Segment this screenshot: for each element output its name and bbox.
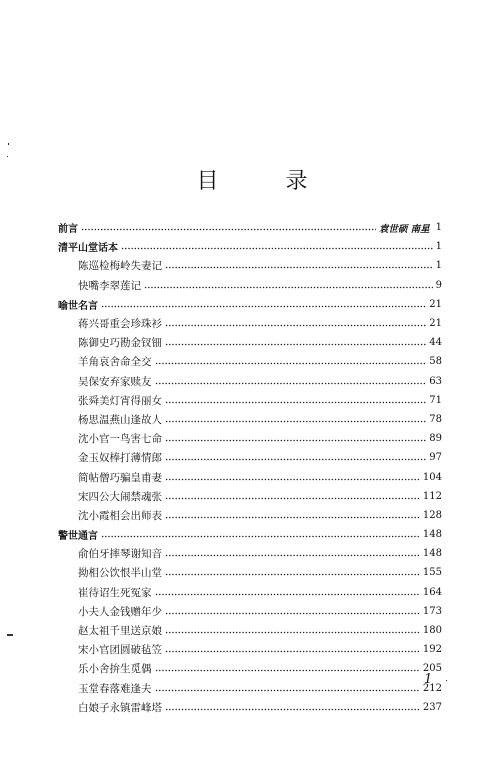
toc-entry-label: 吴保安弃家赎友 — [78, 375, 152, 388]
dot-leader — [155, 689, 420, 692]
toc-entry-page: 164 — [422, 586, 442, 598]
toc-section-entry[interactable] — [58, 295, 442, 314]
toc-entry-page: 63 — [429, 375, 442, 387]
table-of-contents — [58, 218, 442, 717]
dot-leader — [144, 286, 433, 289]
toc-entry[interactable] — [58, 429, 442, 448]
toc-entry-label: 蒋兴哥重会珍珠衫 — [78, 318, 162, 331]
toc-entry-label: 羊角哀舍命全交 — [78, 356, 152, 369]
dot-leader — [165, 573, 420, 576]
toc-entry[interactable] — [58, 333, 442, 352]
dot-leader — [165, 401, 426, 404]
toc-entry-page: 237 — [422, 701, 442, 713]
dot-leader — [165, 650, 420, 653]
toc-entry-preface[interactable] — [58, 218, 442, 237]
toc-entry-page: 192 — [422, 644, 442, 656]
dot-leader — [165, 420, 426, 423]
dot-leader — [165, 516, 420, 519]
toc-entry-label: 金玉奴棒打薄情郎 — [78, 452, 162, 465]
toc-entry-page: 44 — [429, 337, 442, 349]
dot-leader — [165, 708, 420, 711]
toc-entry-label: 赵太祖千里送京娘 — [78, 625, 162, 638]
toc-entry-label: 快嘴李翠莲记 — [78, 279, 141, 292]
page-title: 目 录 — [196, 169, 338, 194]
toc-entry-page: 1 — [435, 241, 442, 253]
dot-leader — [81, 228, 376, 231]
toc-entry-label: 小夫人金钱赠年少 — [78, 605, 162, 618]
toc-entry-page: 21 — [429, 318, 442, 330]
toc-entry[interactable] — [58, 256, 442, 275]
toc-entry[interactable] — [58, 544, 442, 563]
toc-entry-page: 97 — [429, 452, 442, 464]
dot-leader — [155, 382, 427, 385]
toc-entry-label: 陈御史巧勘金钗钿 — [78, 337, 162, 350]
toc-entry-page: 180 — [422, 625, 442, 637]
page-number: 1 — [424, 672, 433, 687]
toc-entry-label: 宋四公大闹禁魂张 — [78, 490, 162, 503]
dot-leader — [165, 554, 420, 557]
toc-entry-label: 简帖僧巧骗皇甫妻 — [78, 471, 162, 484]
toc-entry-page: 21 — [429, 298, 442, 310]
toc-entry-page: 128 — [422, 509, 442, 521]
toc-entry-label: 宋小官团圆破毡笠 — [78, 644, 162, 657]
toc-entry[interactable] — [58, 583, 442, 602]
dot-leader — [165, 497, 420, 500]
toc-entry-label: 喻世名言 — [58, 300, 98, 312]
toc-section-entry[interactable] — [58, 525, 442, 544]
toc-entry[interactable] — [58, 640, 442, 659]
dot-leader — [101, 535, 420, 538]
toc-entry[interactable] — [58, 467, 442, 486]
toc-entry-page: 112 — [422, 490, 442, 502]
toc-entry-page: 89 — [429, 433, 442, 445]
dot-leader — [165, 343, 426, 346]
toc-entry[interactable] — [58, 410, 442, 429]
toc-entry-page: 71 — [429, 394, 442, 406]
toc-entry-page: 205 — [422, 663, 442, 675]
toc-entry-label: 警世通言 — [58, 531, 98, 543]
toc-entry[interactable] — [58, 391, 442, 410]
dot-leader — [155, 362, 427, 365]
toc-entry-label: 沈小官一鸟害七命 — [78, 433, 162, 446]
toc-entry[interactable] — [58, 487, 442, 506]
toc-entry[interactable] — [58, 372, 442, 391]
toc-entry-page: 104 — [422, 471, 442, 483]
scan-mark — [7, 634, 13, 636]
dot-leader — [165, 631, 420, 634]
toc-entry-label: 沈小霞相会出师表 — [78, 509, 162, 522]
scan-mark — [8, 143, 9, 145]
toc-entry[interactable] — [58, 698, 442, 717]
toc-entry-page: 148 — [422, 529, 442, 541]
toc-entry-page: 148 — [422, 548, 442, 560]
toc-entry[interactable] — [58, 352, 442, 371]
toc-entry-label: 杨思温燕山逢故人 — [78, 413, 162, 426]
toc-entry-page: 9 — [435, 279, 442, 291]
toc-entry[interactable] — [58, 602, 442, 621]
toc-entry[interactable] — [58, 563, 442, 582]
toc-entry-page: 212 — [422, 682, 442, 694]
toc-entry-page: 155 — [422, 567, 442, 579]
dot-leader — [165, 458, 426, 461]
toc-entry-label: 白娘子永镇雷峰塔 — [78, 701, 162, 714]
dot-leader — [121, 247, 433, 250]
dot-leader — [101, 305, 426, 308]
dot-leader — [155, 669, 420, 672]
toc-entry-label: 玉堂春落难逢夫 — [78, 682, 152, 695]
toc-entry-label: 拗相公饮恨半山堂 — [78, 567, 162, 580]
toc-entry[interactable] — [58, 314, 442, 333]
toc-entry[interactable] — [58, 276, 442, 295]
dot-leader — [165, 439, 426, 442]
toc-entry[interactable] — [58, 659, 442, 678]
toc-entry-label: 崔待诏生死冤家 — [78, 586, 152, 599]
dot-leader — [165, 324, 426, 327]
dot-leader — [165, 478, 420, 481]
scan-mark — [446, 680, 447, 681]
scan-mark — [7, 156, 8, 157]
toc-entry[interactable] — [58, 448, 442, 467]
toc-section-entry[interactable] — [58, 237, 442, 256]
toc-entry[interactable] — [58, 506, 442, 525]
dot-leader — [155, 593, 420, 596]
toc-entry-page: 1 — [435, 222, 442, 234]
toc-entry-label: 俞伯牙摔琴谢知音 — [78, 548, 162, 561]
dot-leader — [165, 266, 433, 269]
toc-entry-page: 58 — [429, 356, 442, 368]
toc-entry-authors: 袁世硕 南星 — [378, 223, 430, 235]
toc-entry[interactable] — [58, 621, 442, 640]
dot-leader — [165, 612, 420, 615]
toc-entry-label: 清平山堂话本 — [58, 243, 118, 255]
toc-entry-label: 张舜美灯宵得丽女 — [78, 394, 162, 407]
toc-entry-page: 78 — [429, 413, 442, 425]
toc-entry-label: 乐小舍拚生觅偶 — [78, 663, 152, 676]
toc-entry-page: 1 — [435, 260, 442, 272]
toc-entry-page: 173 — [422, 605, 442, 617]
toc-entry[interactable] — [58, 679, 442, 698]
toc-entry-label: 前言 — [58, 224, 78, 236]
toc-entry-label: 陈巡检梅岭失妻记 — [78, 260, 162, 273]
